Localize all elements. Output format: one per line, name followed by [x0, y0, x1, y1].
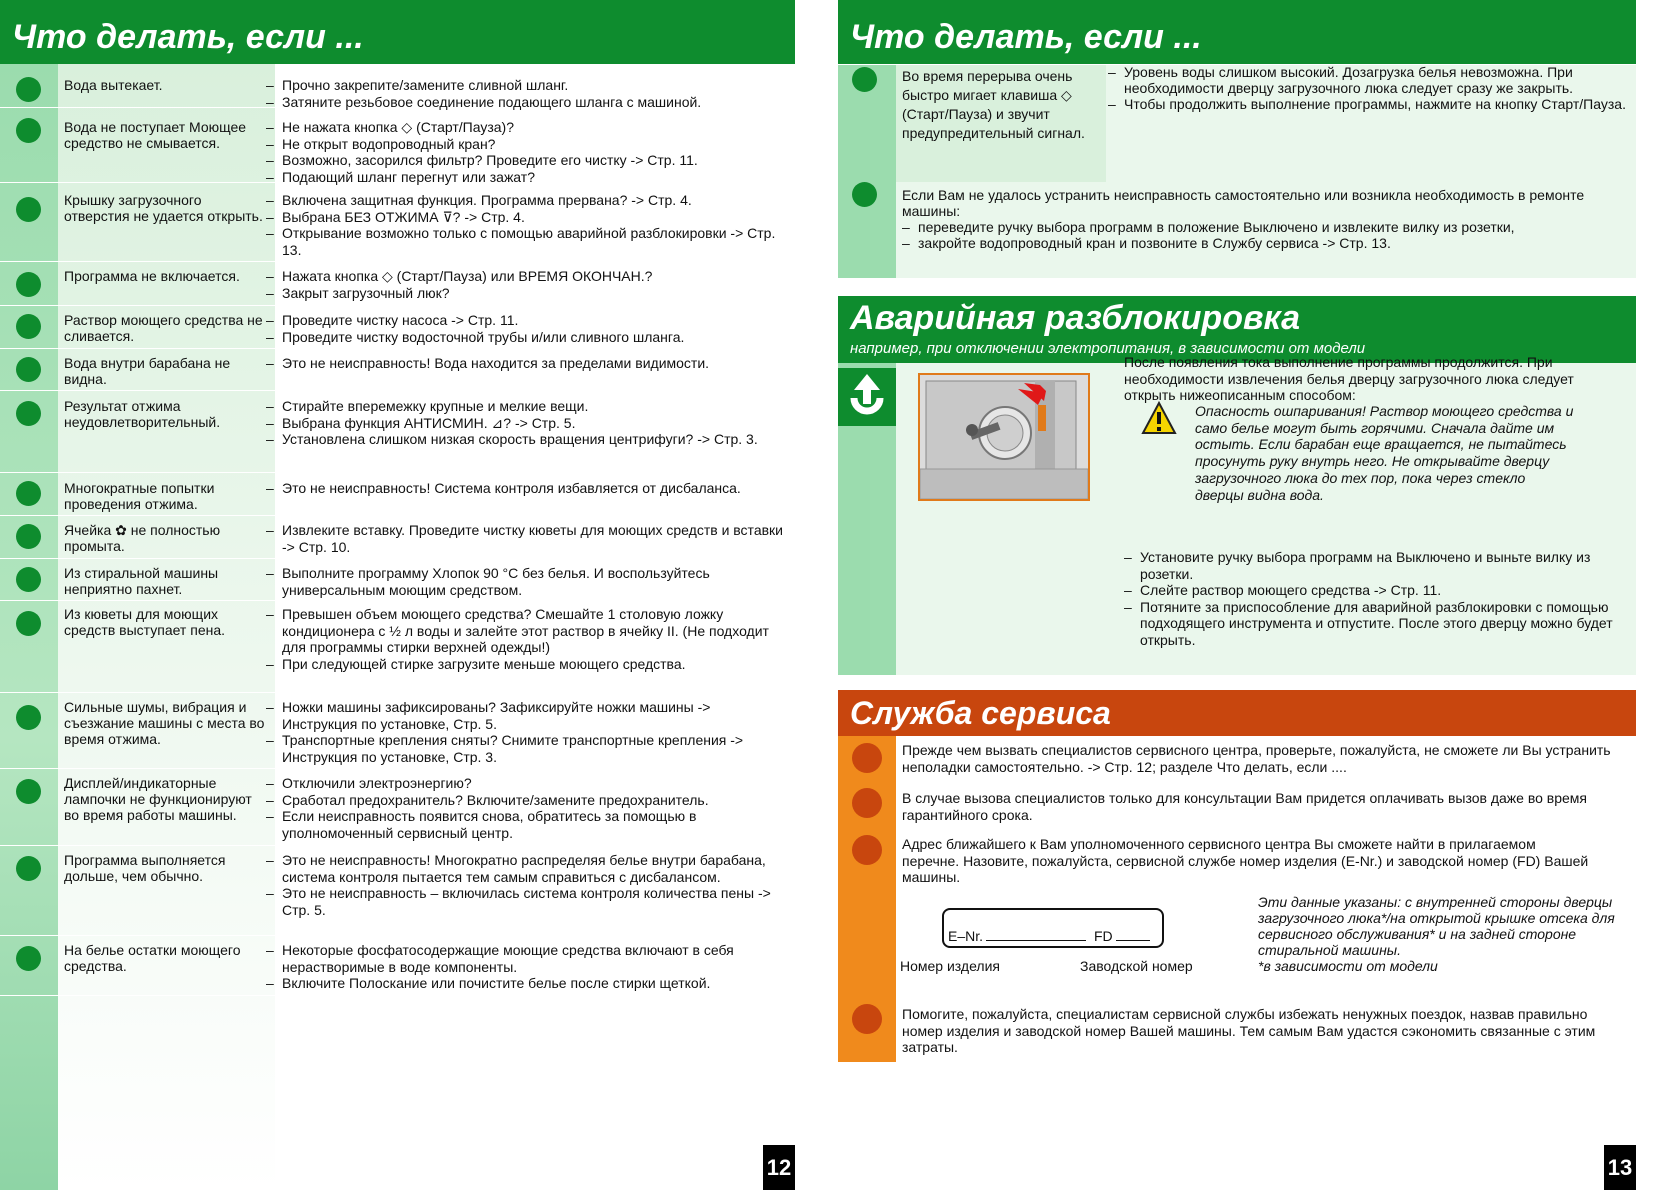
solution-item: – Не нажата кнопка ◇ (Старт/Пауза)? [266, 119, 788, 136]
solution-item: – Извлеките вставку. Проведите чистку кюветы для моющих средств и вставки -> Стр. 10. [266, 522, 788, 555]
solution-item: – Выбрана функция АНТИСМИН. ⊿? -> Стр. 5. [266, 415, 788, 432]
right-page [838, 0, 1636, 1190]
section-stripe [838, 64, 896, 278]
solution-item: – Уровень воды слишком высокий. Дозагрузка белья невозможна. При необходимости дверцу загрузочного люка следует сразу же закрыть. [1108, 64, 1633, 96]
enr-line [986, 940, 1086, 941]
solution-list [266, 522, 788, 555]
solution-item: – Подающий шланг перегнут или зажат? [266, 169, 788, 186]
problem-text: Крышку загрузочного отверстия не удается открыть. [64, 192, 263, 224]
problem-text: Вода вытекает. [64, 77, 163, 93]
bullet-dot [852, 835, 882, 865]
bullet-dot [852, 743, 882, 773]
solution-list [266, 775, 788, 841]
troubleshooting-continued [838, 64, 1636, 278]
emergency-step: – Потяните за приспособление для аварийной разблокировки с помощью подходящего инструмента и отпустите. После этого дверцу можно будет открыть. [1124, 599, 1629, 649]
solution-item: – Если неисправность появится снова, обратитесь за помощью в уполномоченный сервисный центр. [266, 808, 788, 841]
solution-list [266, 398, 788, 448]
solution-item: – Прочно закрепите/замените сливной шланг. [266, 77, 788, 94]
left-page-title: Что делать, если ... [0, 0, 795, 64]
bullet-dot [16, 856, 41, 881]
problem-text: Дисплей/индикаторные лампочки не функционируют во время работы машины. [64, 775, 252, 823]
service-paragraph: Помогите, пожалуйста, специалистам сервисной службы избежать ненужных поездок, назвав правильно номер изделия и заводской номер Вашей машины. Тем самым Вам удастся сэкономить связанные с этим затраты. [902, 1006, 1596, 1055]
table-row [0, 64, 795, 108]
solution-item: – Превышен объем моющего средства? Смешайте 1 столовую ложку кондиционера с ½ л воды и залейте этот раствор в ячейку II. (Не подходит для программы стирки верхней одежды!) [266, 606, 788, 656]
warning-icon [1141, 401, 1177, 440]
page-number-left: 12 [763, 1145, 795, 1190]
bullet-dot [16, 77, 41, 102]
emergency-steps [1124, 549, 1629, 648]
bullet-dot [16, 118, 41, 143]
solution-item: – Чтобы продолжить выполнение программы, нажмите на кнопку Старт/Пауза. [1108, 96, 1633, 112]
repair-item: – переведите ручку выбора программ в положение Выключено и извлеките вилку из розетки, [902, 219, 1632, 235]
problem-text: Результат отжима неудовлетворительный. [64, 398, 221, 430]
plate-location-note [1258, 894, 1623, 974]
solution-list [266, 268, 788, 301]
emergency-step: – Слейте раствор моющего средства -> Стр. 11. [1124, 582, 1629, 599]
bullet-dot [852, 67, 877, 92]
solution-item: – Это не неисправность – включилась система контроля количества пены -> Стр. 5. [266, 885, 788, 918]
solution-item: – Это не неисправность! Вода находится за пределами видимости. [266, 355, 788, 372]
problem-text: Раствор моющего средства не сливается. [64, 312, 263, 344]
note-text: Эти данные указаны: с внутренней стороны дверцы загрузочного люка*/на открытой крышке отсека для сервисного обслуживания* и на задней стороне стиральной машины. [1258, 894, 1615, 958]
repair-intro: Если Вам не удалось устранить неисправность самостоятельно или возникла необходимость в ремонте машины: [902, 187, 1585, 219]
solution-list [266, 699, 788, 765]
solution-list [266, 606, 788, 672]
solution-list [266, 77, 788, 110]
solution-item: – Выполните программу Хлопок 90 °C без белья. И воспользуйтесь универсальным моющим средством. [266, 565, 788, 598]
solution-item: – Открывание возможно только с помощью аварийной разблокировки -> Стр. 13. [266, 225, 788, 258]
table-row [0, 183, 795, 262]
solution-item: – Сработал предохранитель? Включите/замените предохранитель. [266, 792, 788, 809]
problem-text: Из кюветы для моющих средств выступает пена. [64, 606, 226, 638]
bullet-dot [16, 705, 41, 730]
emergency-header [838, 296, 1636, 363]
service-title: Служба сервиса [838, 690, 1636, 736]
table-row [0, 516, 795, 559]
bullet-dot [16, 357, 41, 382]
solution-item: – Затяните резьбовое соединение подающего шланга с машиной. [266, 94, 788, 111]
table-row [0, 473, 795, 516]
table-row [0, 693, 795, 769]
bullet-dot [16, 779, 41, 804]
product-number-label: Номер изделия [900, 958, 1000, 974]
note-footnote: *в зависимости от модели [1258, 958, 1438, 974]
unlock-arrow-icon [838, 368, 896, 426]
solution-list [266, 852, 788, 918]
solution-list [266, 480, 788, 497]
solution-list [1108, 64, 1633, 112]
bullet-dot [852, 1004, 882, 1034]
table-row [0, 306, 795, 349]
fd-label: FD [1094, 928, 1113, 944]
enr-label: E–Nr. [948, 928, 984, 944]
table-row [0, 601, 795, 693]
table-row [0, 391, 795, 473]
solution-item: – Включена защитная функция. Программа прервана? -> Стр. 4. [266, 192, 788, 209]
problem-text: Вода не поступает Моющее средство не смывается. [64, 119, 247, 151]
door-lock-illustration [918, 373, 1090, 501]
solution-item: – Не открыт водопроводный кран? [266, 136, 788, 153]
scald-warning: Опасность ошпаривания! Раствор моющего средства и само белье могут быть горячими. Сначала дайте им остыть. Если барабан еще вращается, не пытайтесь просунуть руку внутрь него. Не открывайте дверцу загрузочного люка до тех пор, пока через стекло дверцы видна вода. [1195, 403, 1574, 503]
solution-item: – Отключили электроэнергию? [266, 775, 788, 792]
problem-text: Вода внутри барабана не видна. [64, 355, 231, 387]
solution-item: – Нажата кнопка ◇ (Старт/Пауза) или ВРЕМЯ ОКОНЧАН.? [266, 268, 788, 285]
bullet-dot [16, 611, 41, 636]
page-number-right: 13 [1604, 1145, 1636, 1190]
solution-item: – Проведите чистку насоса -> Стр. 11. [266, 312, 788, 329]
service-paragraph: Прежде чем вызвать специалистов сервисного центра, проверьте, пожалуйста, не сможете ли Вы устранить неполадки самостоятельно. -> Стр. 12; разделе Что делать, если .... [902, 742, 1611, 775]
solution-item: – Стирайте вперемежку крупные и мелкие вещи. [266, 398, 788, 415]
repair-item: – закройте водопроводный кран и позвоните в Службу сервиса -> Стр. 13. [902, 235, 1632, 251]
solution-item: – Проведите чистку водосточной трубы и/или сливного шланга. [266, 329, 788, 346]
service-paragraph: Адрес ближайшего к Вам уполномоченного сервисного центра Вы сможете найти в прилагаемом перечне. Назовите, пожалуйста, сервисной службе номер изделия (E-Nr.) и заводской номер (FD) Вашей машины. [902, 836, 1589, 885]
table-row [0, 108, 795, 183]
solution-item: – Закрыт загрузочный люк? [266, 285, 788, 302]
table-row [0, 936, 795, 996]
solution-item: – Это не неисправность! Многократно распределяя белье внутри барабана, система контроля пытается тем самым справиться с дисбалансом. [266, 852, 788, 885]
problem-text: Программа выполняется дольше, чем обычно. [64, 852, 226, 884]
solution-list [266, 565, 788, 598]
solution-list [266, 942, 788, 992]
troubleshooting-table [0, 64, 795, 996]
solution-list [266, 119, 788, 185]
table-row [0, 262, 795, 306]
problem-text: Во время перерыва очень быстро мигает клавиша ◇ (Старт/Пауза) и звучит предупредительный сигнал. [902, 68, 1085, 141]
repair-instructions [902, 187, 1632, 251]
problem-text: На белье остатки моющего средства. [64, 942, 241, 974]
fd-line [1116, 940, 1150, 941]
solution-item: – Установлена слишком низкая скорость вращения центрифуги? -> Стр. 3. [266, 431, 788, 448]
bullet-dot [16, 197, 41, 222]
solution-list [266, 355, 788, 372]
solution-item: – Возможно, засорился фильтр? Проведите его чистку -> Стр. 11. [266, 152, 788, 169]
bullet-dot [16, 272, 41, 297]
problem-text: Ячейка ✿ не полностью промыта. [64, 522, 221, 554]
right-page-title: Что делать, если ... [838, 0, 1636, 64]
problem-text: Многократные попытки проведения отжима. [64, 480, 215, 512]
problem-text: Программа не включается. [64, 268, 240, 284]
solution-item: – При следующей стирке загрузите меньше моющего средства. [266, 656, 788, 673]
emergency-title: Аварийная разблокировка [850, 299, 1301, 337]
emergency-intro: После появления тока выполнение программы продолжится. При необходимости извлечения белья дверцу загрузочного люка следует открыть нижеописанным способом: [1124, 354, 1574, 403]
bullet-dot [16, 567, 41, 592]
solution-item: – Ножки машины зафиксированы? Зафиксируйте ножки машины -> Инструкция по установке, Стр. 5. [266, 699, 788, 732]
problem-text: Из стиральной машины неприятно пахнет. [64, 565, 219, 597]
bullet-dot [16, 946, 41, 971]
emergency-section [838, 354, 1636, 675]
solution-list [266, 192, 788, 258]
left-page [0, 0, 795, 1190]
problem-text: Сильные шумы, вибрация и съезжание машины с места во время отжима. [64, 699, 265, 747]
rating-plate [942, 908, 1164, 948]
table-row [0, 846, 795, 936]
bullet-dot [16, 314, 41, 339]
solution-item: – Транспортные крепления сняты? Снимите транспортные крепления -> Инструкция по установке, Стр. 3. [266, 732, 788, 765]
bullet-dot [852, 788, 882, 818]
solution-item: – Это не неисправность! Система контроля избавляется от дисбаланса. [266, 480, 788, 497]
service-section [838, 736, 1636, 1062]
service-paragraph: В случае вызова специалистов только для консультации Вам придется оплачивать вызов даже во время гарантийного срока. [902, 790, 1587, 823]
table-row [0, 559, 795, 601]
solution-item: – Некоторые фосфатосодержащие моющие средства включают в себя нерастворимые в воде компоненты. [266, 942, 788, 975]
solution-item: – Выбрана БЕЗ ОТЖИМА ⊽? -> Стр. 4. [266, 209, 788, 226]
bullet-dot [16, 524, 41, 549]
bullet-dot [852, 182, 877, 207]
solution-list [266, 312, 788, 345]
bullet-dot [16, 481, 41, 506]
table-row [0, 769, 795, 846]
serial-number-label: Заводской номер [1080, 958, 1193, 974]
solution-item: – Включите Полоскание или почистите белье после стирки щеткой. [266, 975, 788, 992]
table-row [0, 349, 795, 391]
emergency-step: – Установите ручку выбора программ на Выключено и выньте вилку из розетки. [1124, 549, 1629, 582]
bullet-dot [16, 401, 41, 426]
emergency-subtitle: например, при отключении электропитания, в зависимости от модели [850, 340, 1366, 357]
